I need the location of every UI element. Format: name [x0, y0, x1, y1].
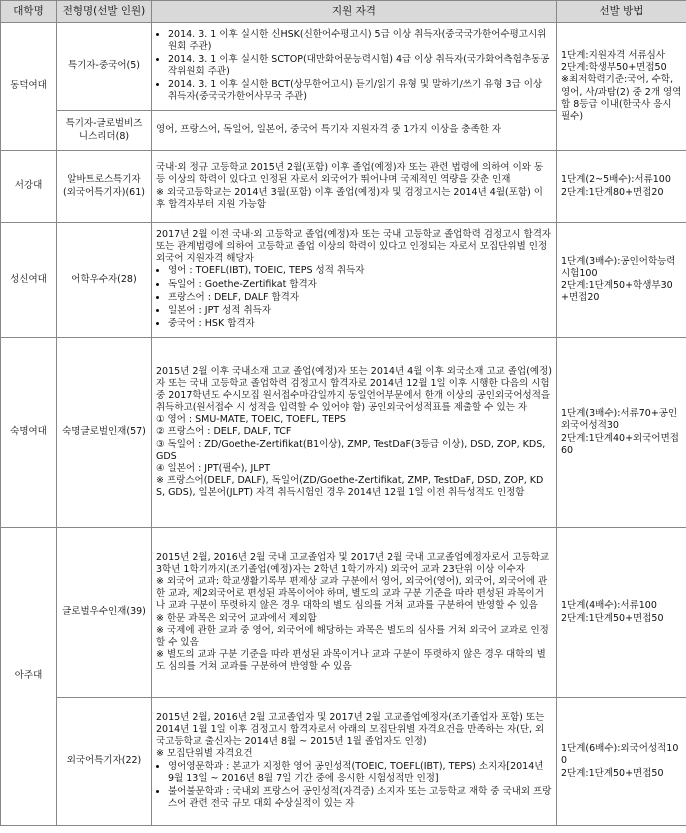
table-row — [1, 528, 686, 698]
university-cell: 성신여대 — [1, 223, 57, 338]
list-item: • 영어영문학과 : 본교가 지정한 영어 공인성적(TOEIC, TOEFL(IBT), TEPS) 소지자[2014년 9월 13일 ~ 2016년 8월 7일 기간 중에 응시한 시험성적만 인정] — [168, 761, 552, 785]
qualification-note: ※ 별도의 교과 구분 기준을 따라 편성된 과목이거나 교과 구분이 뚜렷하지 않은 경우 대학의 별도 심의를 거쳐 교과를 구분하여 반영할 수 있음 — [156, 648, 546, 673]
track-cell: 어학우수자(28) — [57, 223, 152, 338]
qualification-cell — [152, 338, 557, 528]
method-cell: 1단계(3배수):공인어학능력시험100 2단계:1단계50+학생부30+면접20 — [557, 223, 686, 338]
qualification-note: ※ 외국어 교과: 학교생활기록부 편제상 교과 구분에서 영어, 외국어(영어), 외국어, 외국어에 관한 교과, 제2외국어로 편성된 과목이어야 하며, 별도의 교과 구분 기준을 따라 편성된 과목이거나 교과 구분이 뚜렷하지 않은 경우 대학의 별도 심의를 거쳐 교과를 구분하여 반영할 수 있음 — [156, 576, 548, 612]
table-row — [1, 338, 686, 528]
qualification-note: ※ 프랑스어(DELF, DALF), 독일어(ZD/Goethe-Zertifikat, ZMP, TestDaF, DSD, ZOP, KDS, GDS), 일본어(JLPT) 자격 취득시험인 경우 2014년 12월 1일 이전 취득성적도 인정함 — [156, 475, 544, 499]
qualification-cell — [152, 698, 557, 826]
list-item: • 불어불문학과 : 국내외 프랑스어 공인성적(자격증) 소지자 또는 고등학교 재학 중 국내외 프랑스어 관련 전국 규모 대회 수상실적이 있는 자 — [168, 786, 552, 810]
track-cell: 글로벌우수인재(39) — [57, 528, 152, 698]
header-qualification: 지원 자격 — [152, 1, 557, 23]
header-method: 선발 방법 — [557, 1, 686, 23]
list-item: • 중국어 : HSK 합격자 — [168, 318, 552, 330]
qualification-text: 2015년 2월, 2016년 2월 국내 고교졸업자 및 2017년 2월 국내 고교졸업예정자로서 고등학교 3학년 1학기까지(조기졸업(예정)자는 2학년 1학기까지) 외국어 교과 23단위 이상 이수자 — [156, 551, 550, 575]
method-cell: 1단계(6배수):외국어성적100 2단계:1단계50+면접50 — [557, 698, 686, 826]
header-row — [1, 1, 686, 23]
method-cell: 1단계(3배수):서류70+공인외국어성적30 2단계:1단계40+외국어면접60 — [557, 338, 686, 528]
list-item: • 2014. 3. 1 이후 실시한 BCT(상무한어고시) 듣기/읽기 유형 및 말하기/쓰기 유형 3급 이상 취득자(중국국가한어사무국 주관) — [168, 79, 552, 103]
list-item: ③ 독일어 : ZD/Goethe-Zertifikat(B1이상), ZMP, TestDaF(3등급 이상), DSD, ZOP, KDS, GDS — [156, 438, 546, 462]
table-row — [1, 151, 686, 223]
qualification-text: 2017년 2월 이전 국내·외 고등학교 졸업(예정)자 또는 국내 고등학교 졸업학력 검정고시 합격자 또는 관계법령에 의하여 고등학교 졸업 이상의 학력이 있다고 인정되는 자로서 모집단위별 인정 외국어 지원자격 해당자 — [156, 228, 552, 265]
university-cell: 숙명여대 — [1, 338, 57, 528]
list-item: ② 프랑스어 : DELF, DALF, TCF — [156, 426, 292, 438]
track-cell: 외국어특기자(22) — [57, 698, 152, 826]
list-item: • 2014. 3. 1 이후 실시한 SCTOP(대만화어문능력시험) 4급 이상 취득자(국가화어측험추동공작위원회 주관) — [168, 54, 552, 78]
header-track: 전형명(선발 인원) — [57, 1, 152, 23]
qualification-cell: 영어, 프랑스어, 독일어, 일본어, 중국어 특기자 지원자격 중 1가지 이상을 충족한 자 — [152, 111, 557, 151]
table-row — [1, 223, 686, 338]
list-item: • 프랑스어 : DELF, DALF 합격자 — [168, 292, 552, 304]
list-item: ④ 일본어 : JPT(필수), JLPT — [156, 462, 271, 474]
track-cell: 알바트로스특기자(외국어특기자)(61) — [57, 151, 152, 223]
qualification-note: ※ 외국고등학교는 2014년 3월(포함) 이후 졸업(예정)자 및 검정고시는 2014년 4월(포함) 이후 합격자부터 지원 가능함 — [156, 186, 543, 210]
qualification-text: 국내·외 정규 고등학교 2015년 2월(포함) 이후 졸업(예정)자 또는 관련 법령에 의하여 이와 동등 이상의 학력이 있다고 인정된 자로서 외국어가 뛰어나며 국제적인 역량을 갖춘 인재 — [156, 162, 544, 186]
university-cell: 아주대 — [1, 528, 57, 826]
qualification-list — [156, 265, 552, 330]
qualification-cell — [152, 151, 557, 223]
qualification-cell — [152, 23, 557, 111]
method-cell: 1단계(2~5배수):서류100 2단계:1단계80+면접20 — [557, 151, 686, 223]
track-cell: 숙명글로벌인재(57) — [57, 338, 152, 528]
list-item: • 독일어 : Goethe-Zertifikat 합격자 — [168, 279, 552, 291]
table-row — [1, 698, 686, 826]
qualification-note: ※ 한문 과목은 외국어 교과에서 제외함 — [156, 612, 317, 624]
qualification-note: ※ 국제에 관한 교과 중 영어, 외국어에 해당하는 과목은 별도의 심사를 거쳐 외국어 교과로 인정할 수 있음 — [156, 624, 549, 648]
qualification-list — [156, 29, 552, 104]
list-item: • 영어 : TOEFL(IBT), TOEIC, TEPS 성적 취득자 — [168, 265, 552, 277]
qualification-text: 2015년 2월 이후 국내소재 고교 졸업(예정)자 또는 2014년 4월 이후 외국소재 고교 졸업(예정)자 또는 국내 고등학교 졸업학력 검정고시 합격자로 2014년 12월 1일 이후 시행한 다음의 시험 중 2017학년도 수시모집 원서접수마감일까지 동일언어부문에서 한개 이상의 공인외국어성적을 취득하고(원서접수 시 성적을 입력할 수 있어야 함) 공인외국어성적표를 제출할 수 있는 자 — [156, 365, 552, 414]
list-item: • 2014. 3. 1 이후 실시한 신HSK(신한어수평고시) 5급 이상 취득자(중국국가한어수평고시위원회 주관) — [168, 29, 552, 53]
list-item: • 일본어 : JPT 성적 취득자 — [168, 305, 552, 317]
list-item: ① 영어 : SMU-MATE, TOEIC, TOEFL, TEPS — [156, 414, 346, 426]
method-cell: 1단계:지원자격 서류심사 2단계:학생부50+면접50 ※최저학력기준:국어, 수학, 영어, 사/과탐(2) 중 2개 영역 합 8등급 이내(한국사 응시 필수) — [557, 23, 686, 151]
university-cell: 동덕여대 — [1, 23, 57, 151]
track-cell: 특기자-글로벌비즈니스리더(8) — [57, 111, 152, 151]
qualification-list — [156, 761, 552, 811]
track-cell: 특기자-중국어(5) — [57, 23, 152, 111]
qualification-subhead: ※ 모집단위별 자격요건 — [156, 748, 253, 760]
header-university: 대학명 — [1, 1, 57, 23]
qualification-cell — [152, 223, 557, 338]
method-cell: 1단계(4배수):서류100 2단계:1단계50+면접50 — [557, 528, 686, 698]
qualification-text: 2015년 2월, 2016년 2월 고교졸업자 및 2017년 2월 고교졸업예정자(조기졸업자 포함) 또는 2014년 1월 1일 이후 검정고시 합격자로서 아래의 모집단위별 자격요건을 만족하는 자(단, 외국고등학교 출신자는 2014년 8월 ~ 2015년 1월 졸업자도 인정) — [156, 711, 545, 748]
table-row — [1, 23, 686, 111]
university-cell: 서강대 — [1, 151, 57, 223]
qualification-cell — [152, 528, 557, 698]
